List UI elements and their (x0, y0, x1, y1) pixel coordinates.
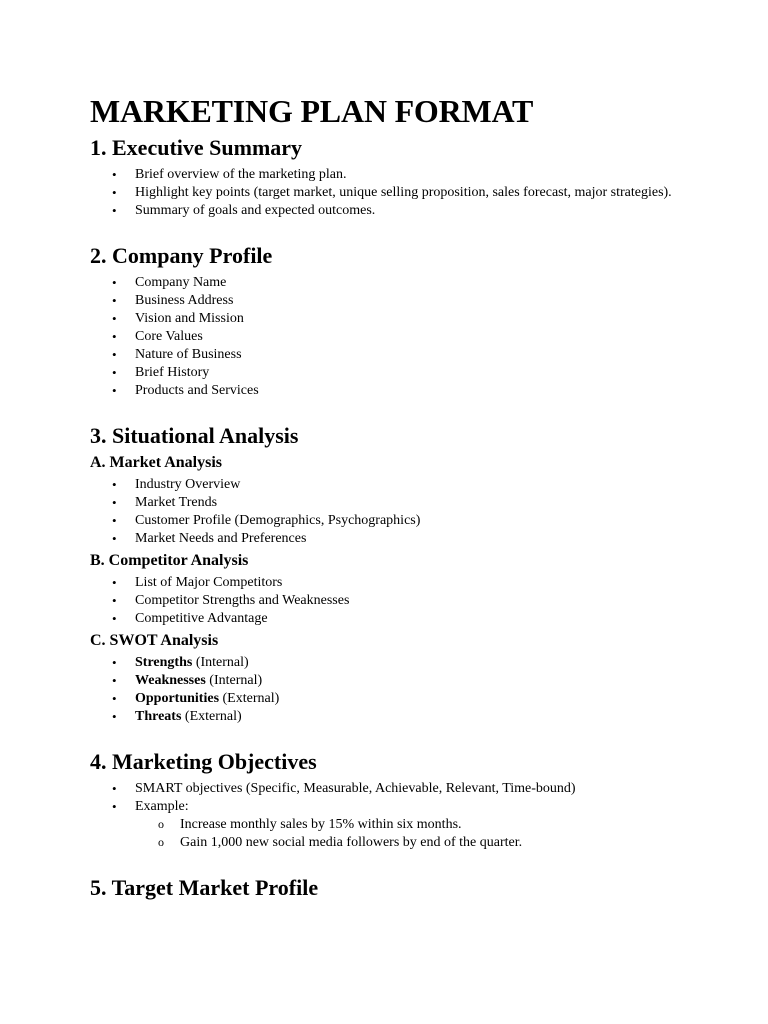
subsection-swot-analysis (90, 630, 690, 726)
sub-list-item: o Gain 1,000 new social media followers by end of the quarter. (90, 834, 690, 852)
section-executive-summary (90, 134, 690, 220)
list-item: • Core Values (90, 328, 690, 346)
section-heading: 5. Target Market Profile (90, 875, 319, 900)
list-item-strengths (90, 654, 690, 672)
section-situational-analysis (90, 422, 690, 726)
list-item: • Market Trends (90, 494, 690, 512)
list-item: • SMART objectives (Specific, Measurable, Achievable, Relevant, Time-bound) (90, 780, 690, 798)
list-item: • Brief overview of the marketing plan. (90, 166, 690, 184)
bullet-list (90, 780, 690, 852)
section-heading: 2. Company Profile (90, 243, 273, 268)
list-item: • Industry Overview (90, 476, 690, 494)
swot-qualifier: (Internal) (205, 673, 263, 688)
list-item: • Competitor Strengths and Weaknesses (90, 592, 690, 610)
swot-qualifier: (Internal) (192, 655, 249, 670)
section-heading: 3. Situational Analysis (90, 423, 299, 448)
bullet-list (90, 476, 690, 548)
bullet-list (90, 166, 690, 220)
subsection-heading: A. Market Analysis (90, 454, 222, 471)
subsection-competitor-analysis (90, 550, 690, 628)
section-target-market-profile (90, 874, 690, 902)
swot-term: Weaknesses (135, 673, 206, 688)
list-item: • Nature of Business (90, 346, 690, 364)
list-item: • Company Name (90, 274, 690, 292)
sub-list-item: o Increase monthly sales by 15% within six months. (90, 816, 690, 834)
list-item-weaknesses (90, 672, 690, 690)
bullet-list (90, 574, 690, 628)
list-item: • Vision and Mission (90, 310, 690, 328)
list-item: • Example: (90, 798, 690, 816)
subsection-heading: B. Competitor Analysis (90, 552, 249, 569)
list-item-threats (90, 708, 690, 726)
section-company-profile (90, 242, 690, 400)
bullet-list (90, 274, 690, 400)
swot-qualifier: (External) (219, 691, 280, 706)
document-page (90, 92, 690, 902)
list-item: • Customer Profile (Demographics, Psychographics) (90, 512, 690, 530)
section-heading: 1. Executive Summary (90, 135, 303, 160)
subsection-market-analysis (90, 452, 690, 548)
bullet-list (90, 654, 690, 726)
document-title: MARKETING PLAN FORMAT (90, 93, 534, 129)
list-item: • Highlight key points (target market, unique selling proposition, sales forecast, major strategies). (90, 184, 690, 202)
list-item: • Business Address (90, 292, 690, 310)
list-item: • Competitive Advantage (90, 610, 690, 628)
swot-term: Strengths (135, 655, 193, 670)
list-item: • Brief History (90, 364, 690, 382)
subsection-heading: C. SWOT Analysis (90, 632, 219, 649)
list-item: • Products and Services (90, 382, 690, 400)
list-item: • Summary of goals and expected outcomes. (90, 202, 690, 220)
list-item: • List of Major Competitors (90, 574, 690, 592)
section-marketing-objectives (90, 748, 690, 852)
swot-term: Threats (135, 709, 182, 724)
swot-term: Opportunities (135, 691, 220, 706)
list-item: • Market Needs and Preferences (90, 530, 690, 548)
swot-qualifier: (External) (181, 709, 242, 724)
section-heading: 4. Marketing Objectives (90, 749, 317, 774)
list-item-opportunities (90, 690, 690, 708)
